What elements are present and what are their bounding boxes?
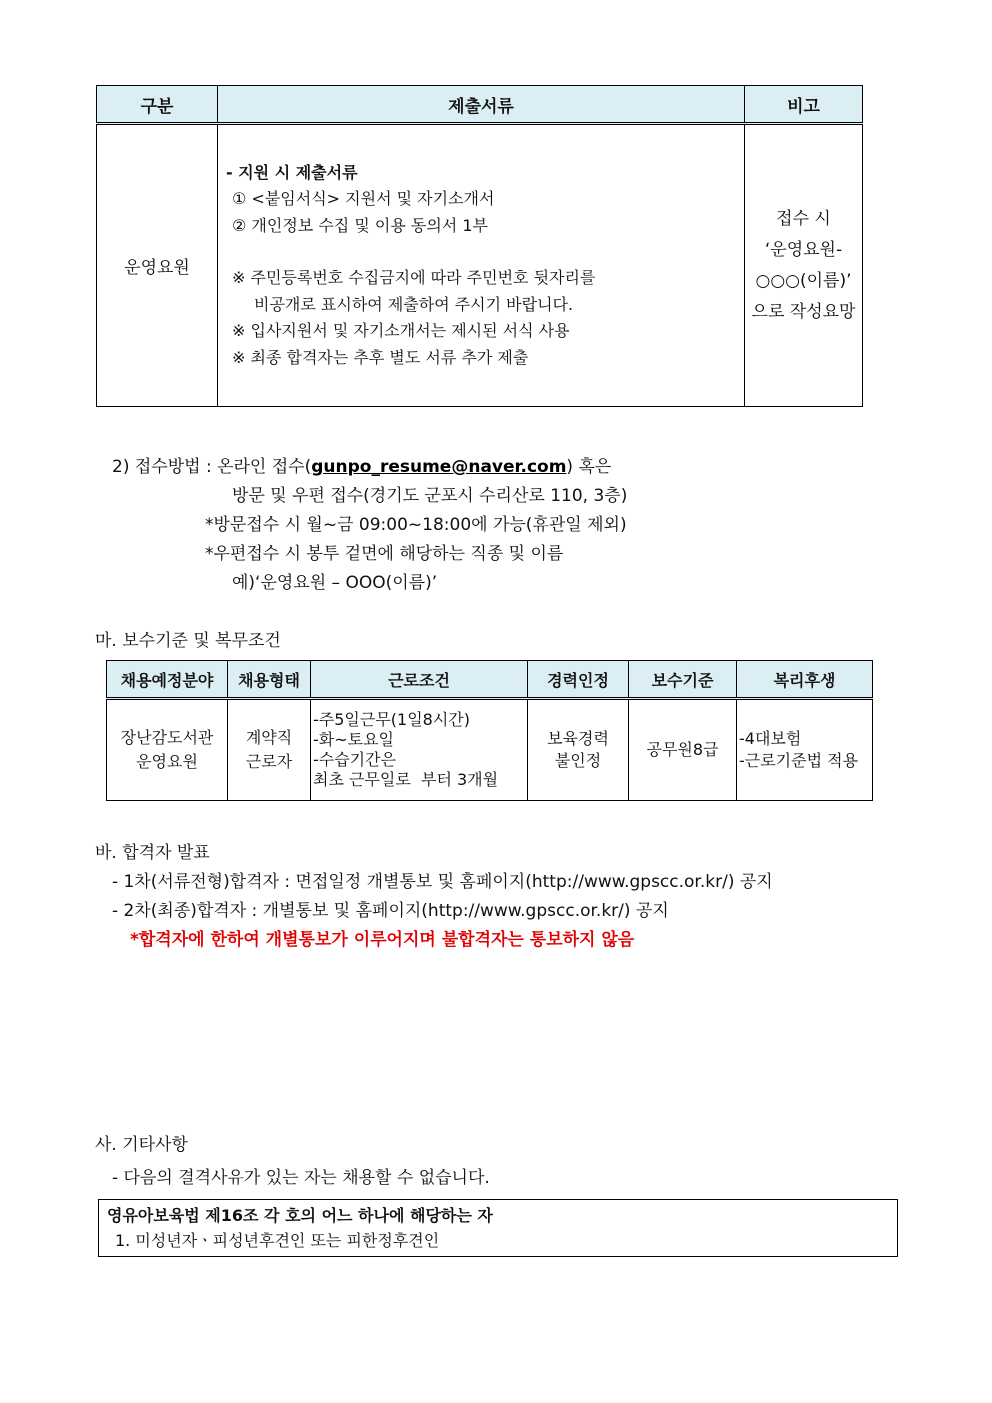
box-title: 영유아보육법 제16조 각 호의 어느 하나에 해당하는 자 (107, 1206, 493, 1225)
note-cell (745, 124, 863, 407)
header-documents: 제출서류 (218, 86, 745, 124)
field-cell (107, 699, 228, 801)
disqualification-intro: - 다음의 결격사유가 있는 자는 채용할 수 없습니다. (112, 1168, 490, 1188)
benefits-line: -근로기준법 적용 (739, 751, 859, 770)
benefits-cell (737, 699, 873, 801)
career-line: 보육경력 (547, 729, 609, 748)
documents-cell (218, 124, 745, 407)
pay-conditions-table (106, 660, 873, 801)
field-line: 운영요원 (136, 752, 198, 771)
box-item: 1. 미성년자ㆍ피성년후견인 또는 피한정후견인 (115, 1231, 440, 1250)
benefits-line: -4대보험 (739, 729, 802, 748)
receipt-label: 2) 접수방법 : 온라인 접수( (112, 457, 312, 477)
disqualification-box (98, 1199, 898, 1257)
documents-line: 비공개로 표시하여 제출하여 주시기 바랍니다. (254, 294, 574, 314)
note-line: ○○○(이름)’ (755, 270, 852, 291)
header-category: 구분 (97, 86, 218, 124)
section-title: 마. 보수기준 및 복무조건 (95, 631, 281, 651)
notice-text: *합격자에 한하여 개별통보가 이루어지며 불합격자는 통보하지 않음 (130, 930, 635, 950)
conditions-line: -화~토요일 (313, 730, 395, 749)
receipt-line: 방문 및 우편 접수(경기도 군포시 수리산로 110, 3층) (232, 486, 628, 506)
documents-line: ① <붙임서식> 지원서 및 자기소개서 (232, 189, 495, 209)
table-row (99, 1200, 898, 1257)
type-line: 계약직 (245, 728, 293, 747)
receipt-line: *우편접수 시 봉투 겉면에 해당하는 직종 및 이름 (205, 544, 564, 564)
box-content (99, 1200, 898, 1257)
conditions-line: 최초 근무일로 부터 3개월 (313, 770, 499, 789)
header-pay: 보수기준 (629, 661, 737, 699)
field-line: 장난감도서관 (120, 728, 214, 747)
note-line: 접수 시 (776, 208, 831, 229)
header-benefits: 복리후생 (737, 661, 873, 699)
receipt-line: 예)‘운영요원 – OOO(이름)’ (232, 573, 438, 593)
receipt-line: *방문접수 시 월~금 09:00~18:00에 가능(휴관일 제외) (205, 515, 627, 535)
header-conditions: 근로조건 (311, 661, 528, 699)
career-cell (528, 699, 629, 801)
documents-title: - 지원 시 제출서류 (226, 162, 358, 182)
header-career: 경력인정 (528, 661, 629, 699)
table-row (97, 124, 863, 407)
documents-line: ② 개인정보 수집 및 이용 동의서 1부 (232, 215, 488, 235)
table-header-row (107, 661, 873, 699)
note-line: 으로 작성요망 (751, 301, 856, 322)
note-line: ‘운영요원- (764, 239, 843, 260)
section-title: 사. 기타사항 (95, 1135, 188, 1155)
submission-documents-table (96, 85, 863, 407)
conditions-line: -주5일근무(1일8시간) (313, 710, 470, 729)
conditions-cell (311, 699, 528, 801)
type-cell (228, 699, 311, 801)
documents-line (226, 239, 744, 265)
section-title: 바. 합격자 발표 (95, 843, 210, 863)
table-header-row (97, 86, 863, 124)
header-type: 채용형태 (228, 661, 311, 699)
category-cell: 운영요원 (97, 124, 218, 407)
documents-line: ※ 입사지원서 및 자기소개서는 제시된 서식 사용 (232, 321, 570, 341)
conditions-line: -수습기간은 (313, 750, 397, 769)
type-line: 근로자 (245, 752, 293, 771)
table-row (107, 699, 873, 801)
receipt-method-line (112, 452, 611, 477)
receipt-label-end: ) 혹은 (566, 457, 612, 477)
documents-line: ※ 최종 합격자는 추후 별도 서류 추가 제출 (232, 347, 529, 367)
career-line: 불인정 (554, 751, 602, 770)
header-field: 채용예정분야 (107, 661, 228, 699)
header-note: 비고 (745, 86, 863, 124)
announcement-line: - 1차(서류전형)합격자 : 면접일정 개별통보 및 홈페이지(http://www.gpscc.or.kr/) 공지 (112, 872, 773, 892)
email-link[interactable]: gunpo_resume@naver.com (311, 457, 567, 477)
documents-line: ※ 주민등록번호 수집금지에 따라 주민번호 뒷자리를 (232, 268, 596, 288)
announcement-line: - 2차(최종)합격자 : 개별통보 및 홈페이지(http://www.gpscc.or.kr/) 공지 (112, 901, 669, 921)
pay-cell: 공무원8급 (629, 699, 737, 801)
